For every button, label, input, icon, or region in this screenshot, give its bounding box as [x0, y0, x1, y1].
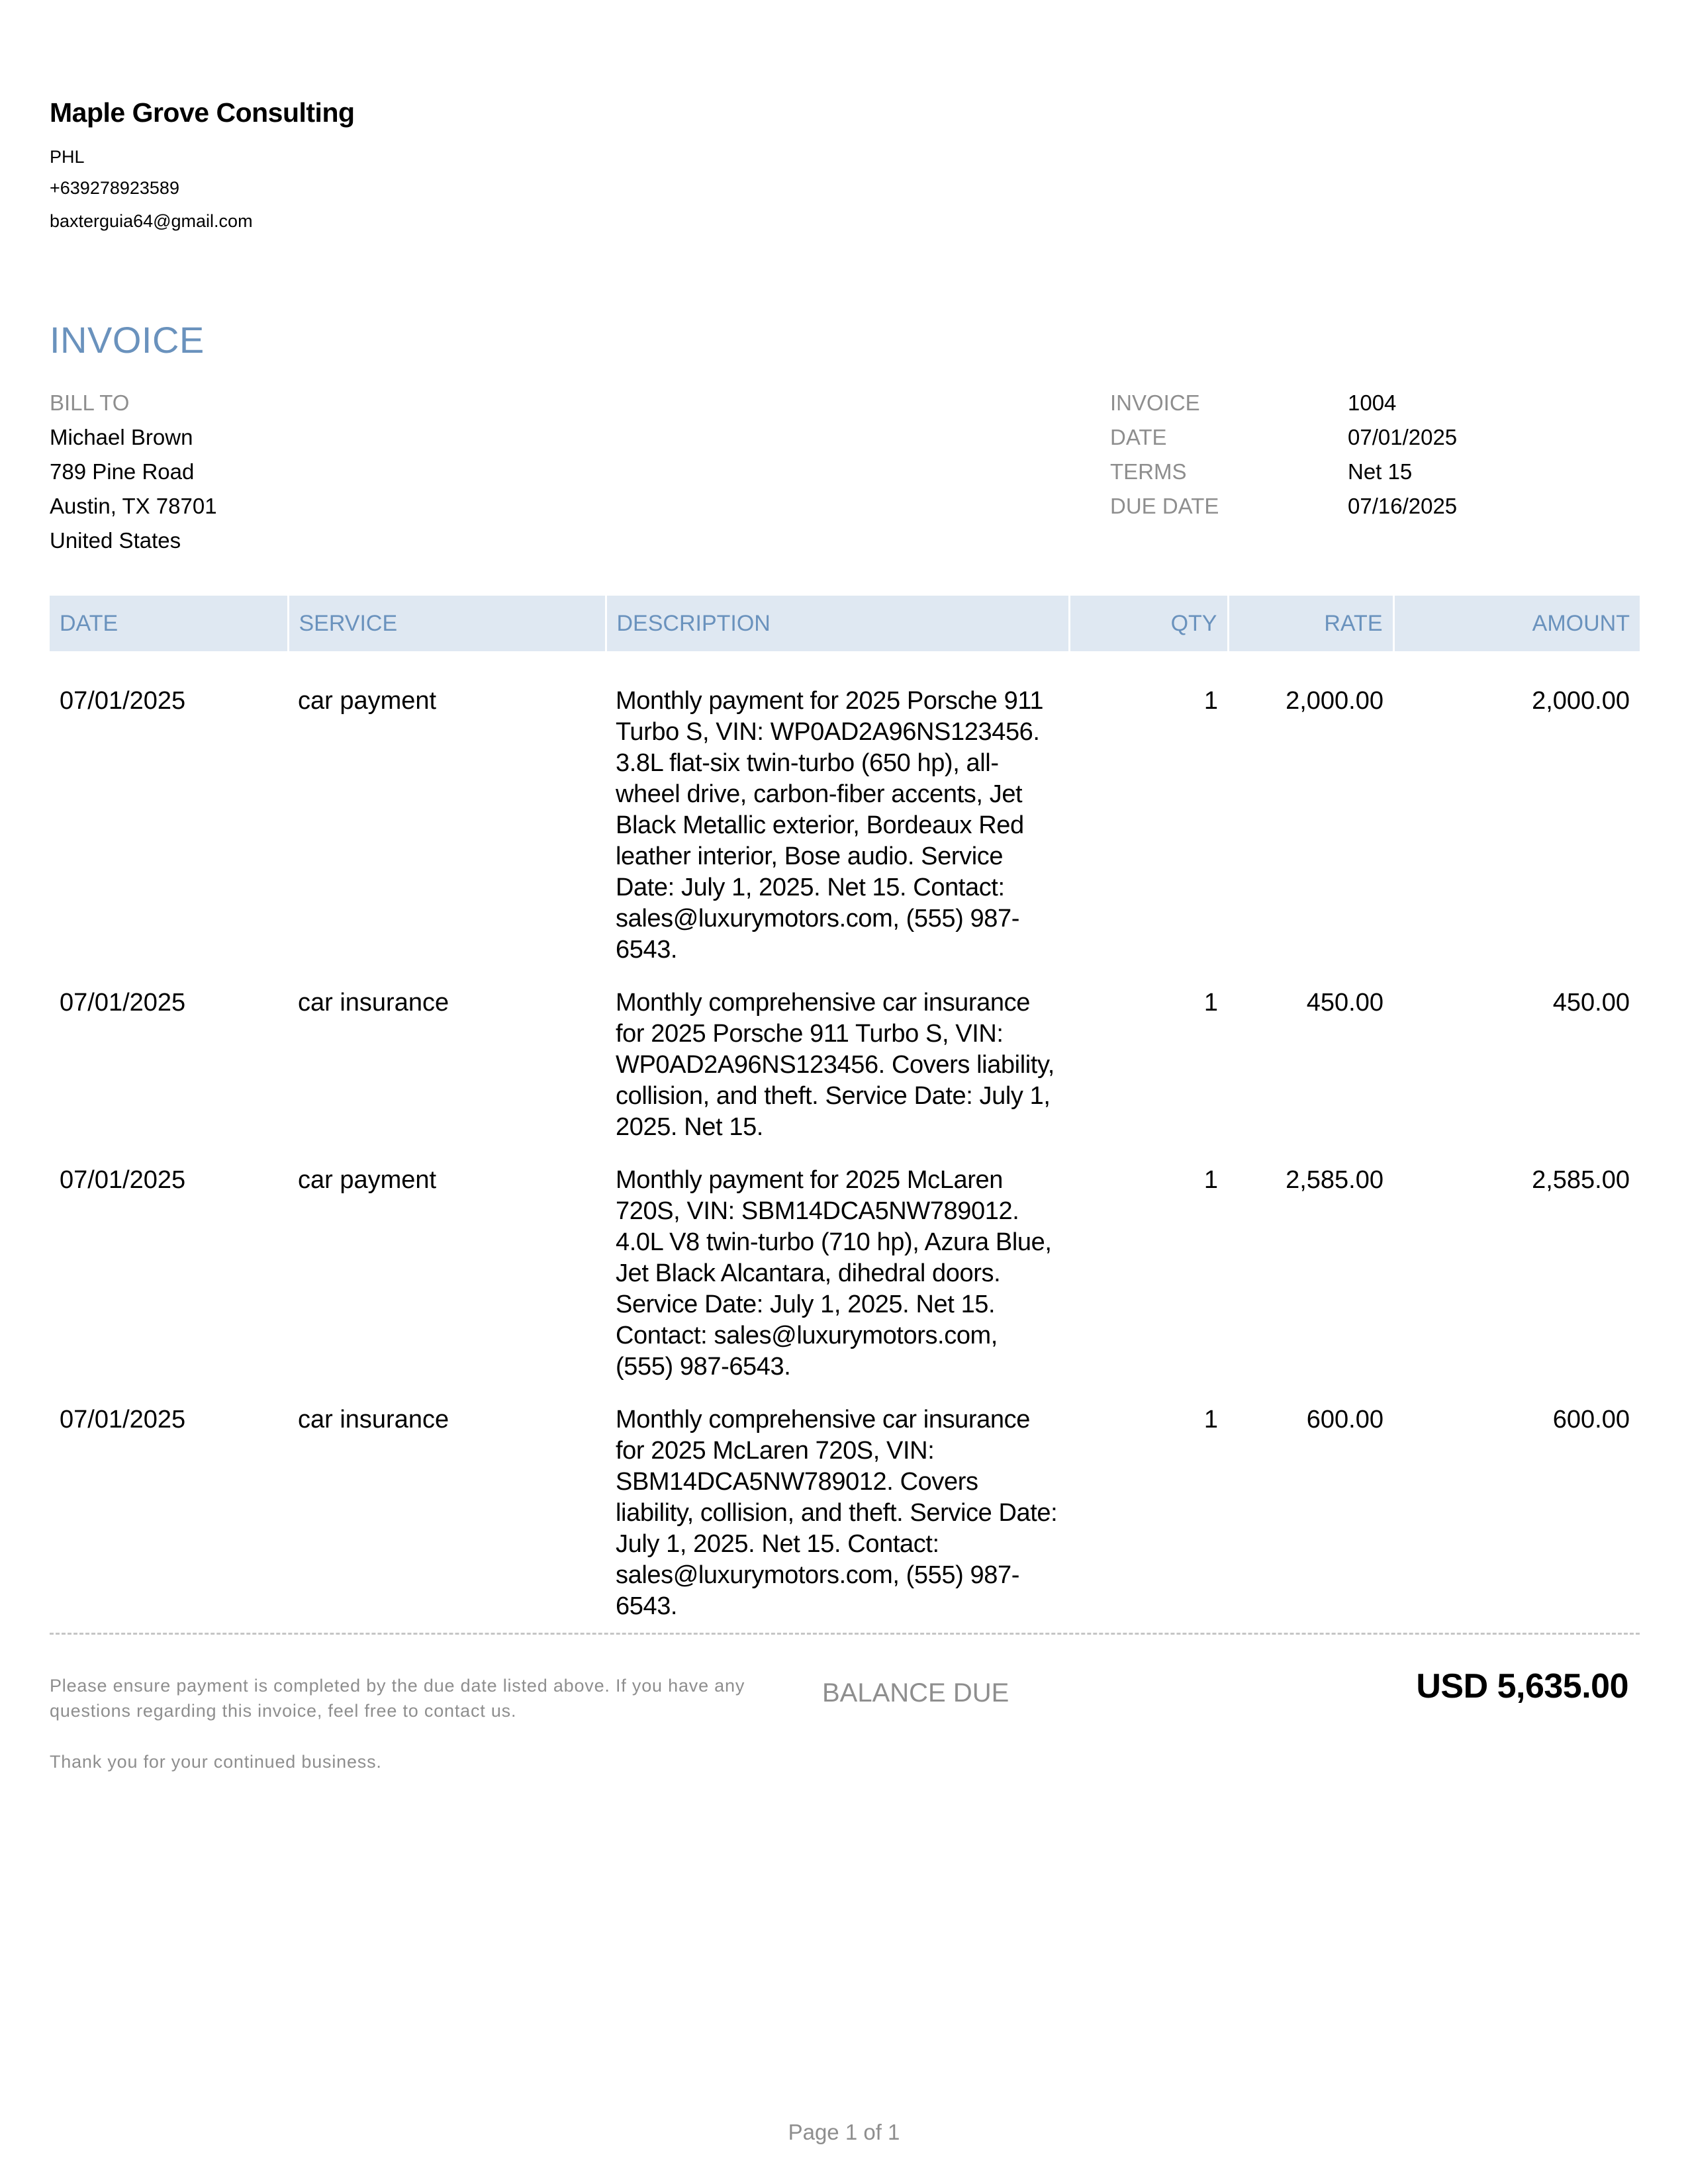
table-row — [50, 987, 1640, 1165]
col-header-rate: RATE — [1228, 596, 1393, 651]
page-number: Page 1 of 1 — [788, 2120, 900, 2144]
col-header-service: SERVICE — [288, 596, 606, 651]
cell-date: 07/01/2025 — [60, 1166, 186, 1194]
cell-description: Monthly payment for 2025 McLaren 720S, VIN: SBM14DCA5NW789012. 4.0L V8 twin-turbo (710 hp), Azura Blue, Jet Black Alcantara, dihedral doors. Service Date: July 1, 2025. Net 15. Contact: sales@luxurymotors.com, (555) 987-6543. — [616, 1166, 1052, 1381]
meta-value-due-date: 07/16/2025 — [1348, 494, 1458, 518]
invoice-meta-values — [1348, 386, 1457, 523]
col-header-date: DATE — [50, 596, 288, 651]
table-header-row — [50, 596, 1640, 651]
invoice-meta-labels — [1110, 386, 1219, 523]
balance-due-amount: USD 5,635.00 — [1416, 1667, 1628, 1706]
meta-label-terms: TERMS — [1110, 459, 1187, 484]
payment-note: Please ensure payment is completed by the due date listed above. If you have any questions regarding this invoice, feel free to contact us. — [50, 1676, 745, 1721]
col-header-description: DESCRIPTION — [606, 596, 1069, 651]
cell-amount: 2,000.00 — [1532, 687, 1630, 715]
line-items-table — [50, 596, 1640, 1644]
meta-label-due-date: DUE DATE — [1110, 494, 1219, 518]
cell-rate: 600.00 — [1306, 1406, 1383, 1433]
bill-to-city: Austin, TX 78701 — [50, 494, 217, 518]
cell-qty: 1 — [1203, 687, 1218, 715]
bill-to-label: BILL TO — [50, 390, 130, 415]
bill-to-street: 789 Pine Road — [50, 459, 195, 484]
cell-description: Monthly comprehensive car insurance for 2025 Porsche 911 Turbo S, VIN: WP0AD2A96NS123456. Covers liability, collision, and theft. Service Date: July 1, 2025. Net 15. — [616, 989, 1055, 1141]
cell-date: 07/01/2025 — [60, 1406, 186, 1433]
cell-amount: 2,585.00 — [1532, 1166, 1630, 1194]
cell-rate: 2,585.00 — [1286, 1166, 1383, 1194]
col-header-amount: AMOUNT — [1393, 596, 1640, 651]
table-row — [50, 1165, 1640, 1404]
cell-rate: 450.00 — [1306, 989, 1383, 1017]
cell-date: 07/01/2025 — [60, 687, 186, 715]
cell-amount: 450.00 — [1552, 989, 1630, 1017]
cell-rate: 2,000.00 — [1286, 687, 1383, 715]
cell-service: car insurance — [298, 989, 449, 1017]
cell-qty: 1 — [1203, 1406, 1218, 1433]
cell-description: Monthly payment for 2025 Porsche 911 Turbo S, VIN: WP0AD2A96NS123456. 3.8L flat-six twin-turbo (650 hp), all-wheel drive, carbon-fiber accents, Jet Black Metallic exterior, Bordeaux Red leather interior, Bose audio. Service Date: July 1, 2025. Net 15. Contact: sales@luxurymotors.com, (555) 987-6543. — [616, 687, 1044, 964]
thank-you-note: Thank you for your continued business. — [50, 1752, 382, 1772]
cell-qty: 1 — [1203, 989, 1218, 1017]
cell-description: Monthly comprehensive car insurance for 2025 McLaren 720S, VIN: SBM14DCA5NW789012. Covers liability, collision, and theft. Service Date: July 1, 2025. Net 15. Contact: sales@luxurymotors.com, (555) 987-6543. — [616, 1406, 1058, 1620]
meta-value-terms: Net 15 — [1348, 459, 1413, 484]
cell-qty: 1 — [1203, 1166, 1218, 1194]
cell-amount: 600.00 — [1552, 1406, 1630, 1433]
document-title: INVOICE — [50, 319, 205, 361]
company-email: baxterguia64@gmail.com — [50, 211, 253, 231]
bill-to-name: Michael Brown — [50, 425, 193, 449]
company-phone: +639278923589 — [50, 178, 179, 198]
cell-service: car insurance — [298, 1406, 449, 1433]
cell-date: 07/01/2025 — [60, 989, 186, 1017]
balance-due-label: BALANCE DUE — [822, 1678, 1009, 1707]
meta-value-date: 07/01/2025 — [1348, 425, 1458, 449]
meta-label-invoice: INVOICE — [1110, 390, 1200, 415]
table-row — [50, 651, 1640, 987]
company-location: PHL — [50, 147, 85, 167]
meta-label-date: DATE — [1110, 425, 1167, 449]
bill-to-block — [50, 386, 217, 558]
company-name: Maple Grove Consulting — [50, 97, 355, 128]
meta-value-invoice: 1004 — [1348, 390, 1397, 415]
cell-service: car payment — [298, 1166, 437, 1194]
cell-service: car payment — [298, 687, 437, 715]
totals-divider — [50, 1633, 1640, 1635]
table-row — [50, 1404, 1640, 1644]
col-header-qty: QTY — [1069, 596, 1228, 651]
bill-to-country: United States — [50, 528, 181, 553]
